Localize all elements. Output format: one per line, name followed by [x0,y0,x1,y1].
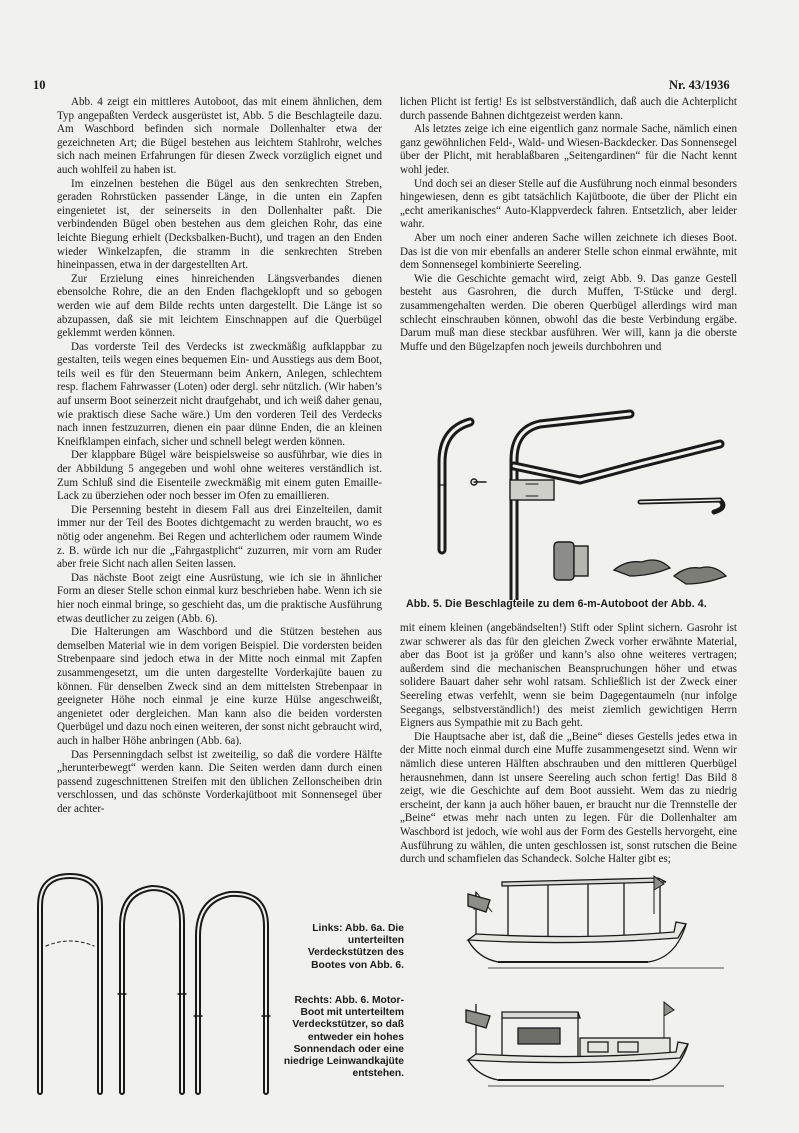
paragraph: Das Persenningdach selbst ist zweiteilig, so daß die vordere Hälfte „herunterbewegt“ werden kann. Die Seiten werden dann durch einen passend zugeschnittenen Streifen mit den üblichen Zellonscheiben drin verschlossen, und das schönste Vorderkajütboot mit Sonnensegel über der achter- [57,748,382,815]
paragraph: Das nächste Boot zeigt eine Ausrüstung, wie ich sie in ähnlicher Form an dieser Stelle schon einmal kurz beschrieben habe. Wenn ich sie hier noch einmal bringe, so geschieht das, um die praktische Ausführung etwas deutlicher zu zeigen (Abb. 6). [57,571,382,625]
paragraph: Die Persenning besteht in diesem Fall aus drei Einzelteilen, damit immer nur der Teil des Bootes dichtgemacht zu werden braucht, wo es nötig oder angenehm. Bei Regen und achterlichem oder raumem Winde z. B. würde ich nur die „Fahrgastplicht“ zuzurren, mir vorn am Ruder aber freie Sicht nach allen Seiten lassen. [57,503,382,571]
figure-5-fittings [430,400,750,600]
right-column-bottom [400,622,737,867]
figure-6-caption: Rechts: Abb. 6. Motor-Boot mit unterteiltem Verdeckstützer, so daß entweder ein hohes Sonnendach oder eine niedrige Leinwandkajüte entstehen. [283,995,404,1080]
left-column [57,96,382,816]
issue-number: Nr. 43/1936 [669,78,730,92]
figure-6a-caption: Links: Abb. 6a. Die unterteilten Verdeckstützen des Bootes von Abb. 6. [307,923,404,971]
paragraph: mit einem kleinen (angebändselten!) Stift oder Splint sichern. Gasrohr ist zwar schwerer als das für den gleichen Zweck vorher erwähnte Material, aber das Boot ist ja größer und kann’s also ohne weiteres vertragen; außerdem sind die mechanischen Beanspruchungen höher und etwas solidere Bauart daher sehr wohl ratsam. Schließlich ist der Zweck einer Seereling etwas verfehlt, wenn sie beim Dagegentaumeln (nur infolge Seegangs, selbstverständlich!) des meist ziemlich gewichtigen Herrn Eigners aus Sympathie mit zu Bach geht. [400,622,737,730]
paragraph: Zur Erzielung eines hinreichenden Längsverbandes dienen ebensolche Rohre, die an den Enden flachgeklopft und so gebogen werden wie auf dem Bilde rechts unten dargestellt. Die Länge ist so abzupassen, daß sie mit leichtem Einschnappen auf die Querbügel geklemmt werden können. [57,272,382,340]
paragraph: Im einzelnen bestehen die Bügel aus den senkrechten Streben, geraden Rohrstücken passender Länge, in die unten ein Zapfen eingenietet ist, der seinerseits in den Dollenhalter paßt. Die verbindenden Bügel oben bestehen aus dem gleichen Rohr, das eine leichte Biegung erhielt (Decksbalken-Bucht), und tragen an den Enden wieder Winkelzapfen, die stramm in die senkrechten Streben hineinpassen, etwa in der dargestellten Art. [57,177,382,272]
paragraph: Als letztes zeige ich eine eigentlich ganz normale Sache, nämlich einen ganz gewöhnlichen Feld-, Wald- und Wiesen-Backdecker. Das Sonnensegel über der Plicht, mit herablaßbaren „Seitengardinen“ für die Nacht kennt wohl jeder. [400,123,737,176]
paragraph: Wie die Geschichte gemacht wird, zeigt Abb. 9. Das ganze Gestell besteht aus Gasrohren, die durch Muffen, T-Stücke und dergl. zusammengehalten werden. Die oberen Querbügel allerdings wird man schlecht einschrauben können, obwohl das die beste Verbindung ergäbe. Darum muß man diese steckbar ausführen. Wer will, kann ja die oberste Muffe und den Bügelzapfen noch jeweils durchbohren und [400,272,737,353]
paragraph: Der klappbare Bügel wäre beispielsweise so ausführbar, wie dies in der Abbildung 5 angegeben und wohl ohne weiteres verständlich ist. Zum Schluß sind die Eisenteile zweckmäßig mit einem guten Emaille-Lack zu überziehen oder noch besser im Ofen zu emaillieren. [57,449,382,503]
page-number: 10 [33,78,46,92]
paragraph: Aber um noch einer anderen Sache willen zeichnete ich dieses Boot. Das ist die von mir ebenfalls an anderer Stelle schon einmal erwähnte, mit dem Sonnensegel kombinierte Seereling. [400,231,737,272]
figure-6a-stanchions [30,866,280,1096]
figure-5-caption: Abb. 5. Die Beschlagteile zu dem 6-m-Autoboot der Abb. 4. [406,598,707,610]
right-column-top [400,96,737,354]
paragraph: Abb. 4 zeigt ein mittleres Autoboot, das mit einem ähnlichen, dem Typ angepaßten Verdeck ausgerüstet ist, Abb. 5 die Beschlagteile dazu. Am Waschbord befinden sich normale Dollenhalter etwa der gezeichneten Art; die Bügel bestehen aus leichtem Stahlrohr, welches sich nach meinen Erfahrungen für diesen Zweck vorzüglich eignet und auch wohlfeil zu haben ist. [57,96,382,176]
paragraph: Die Halterungen am Waschbord und die Stützen bestehen aus demselben Material wie in dem vorigen Beispiel. Die vordersten beiden Strebenpaare sind jedoch etwa in der Mitte noch einmal mit Zapfen zusammengesetzt, um die unten dargestellte Vorderkajüte bauen zu können. Für denselben Zweck sind an dem mittelsten Strebenpaar in geeigneter Höhe noch einmal je eine kurze Hülse angeschweißt, angenietet oder dergleichen. Man kann also die beiden vordersten Querbügel und dazu noch einen weiteren, der sonst nicht gebraucht wird, auch in halber Höhe anbringen (Abb. 6a). [57,626,382,747]
paragraph: Die Hauptsache aber ist, daß die „Beine“ dieses Gestells jedes etwa in der Mitte noch einmal durch eine Muffe zusammengesetzt sind. Wenn wir nämlich diese unteren Hälften abschrauben und den mittleren Querbügel herausnehmen, dann ist unsere Seereling auch schon fertig! Das Bild 8 zeigt, wie die Geschichte auf dem Boot aussieht. Wem das zu niedrig erscheint, der kann ja auch höher bauen, er braucht nur die Trennstelle der „Beine“ etwas mehr nach unten zu legen. Für die Dollenhalter am Waschbord ist jedoch, wie wohl aus der Form des Gestells hervorgeht, eine Ausführung zu wählen, die unten geschlossen ist, sonst rutschen die Beine durch und schamfielen das Schandeck. Solche Halter gibt es; [400,730,737,866]
paragraph: lichen Plicht ist fertig! Es ist selbstverständlich, daß auch die Achterplicht durch passende Bahnen dichtgezeist werden kann. [400,96,737,122]
paragraph: Das vorderste Teil des Verdecks ist zweckmäßig aufklappbar zu gestalten, teils wegen eines bequemen Ein- und Ausstiegs aus dem Boot, teils weil es für den Steuermann beim Ankern, Anlegen, schlechtem resp. flachem Fahrwasser (Loten) oder dergl. sehr nützlich. (Wir haben’s auf unserm Boot seinerzeit nicht draufgehabt, und ich weiß daher genau, wie praktisch diese Sache wäre.) Um den vorderen Teil des Verdecks nach innen festzuzurren, dienen ein paar dünne Enden, die an kleinen Kneifklampen einfach, sicher und schnell belegt werden können. [57,340,382,448]
figure-6-motorboats [428,862,748,1092]
paragraph: Und doch sei an dieser Stelle auf die Ausführung noch einmal besonders hingewiesen, denn es gibt tatsächlich Kajütboote, die über der Plicht ein „echt amerikanisches“ Auto-Klappverdeck fahren. Entsetzlich, aber leider wahr. [400,177,737,231]
